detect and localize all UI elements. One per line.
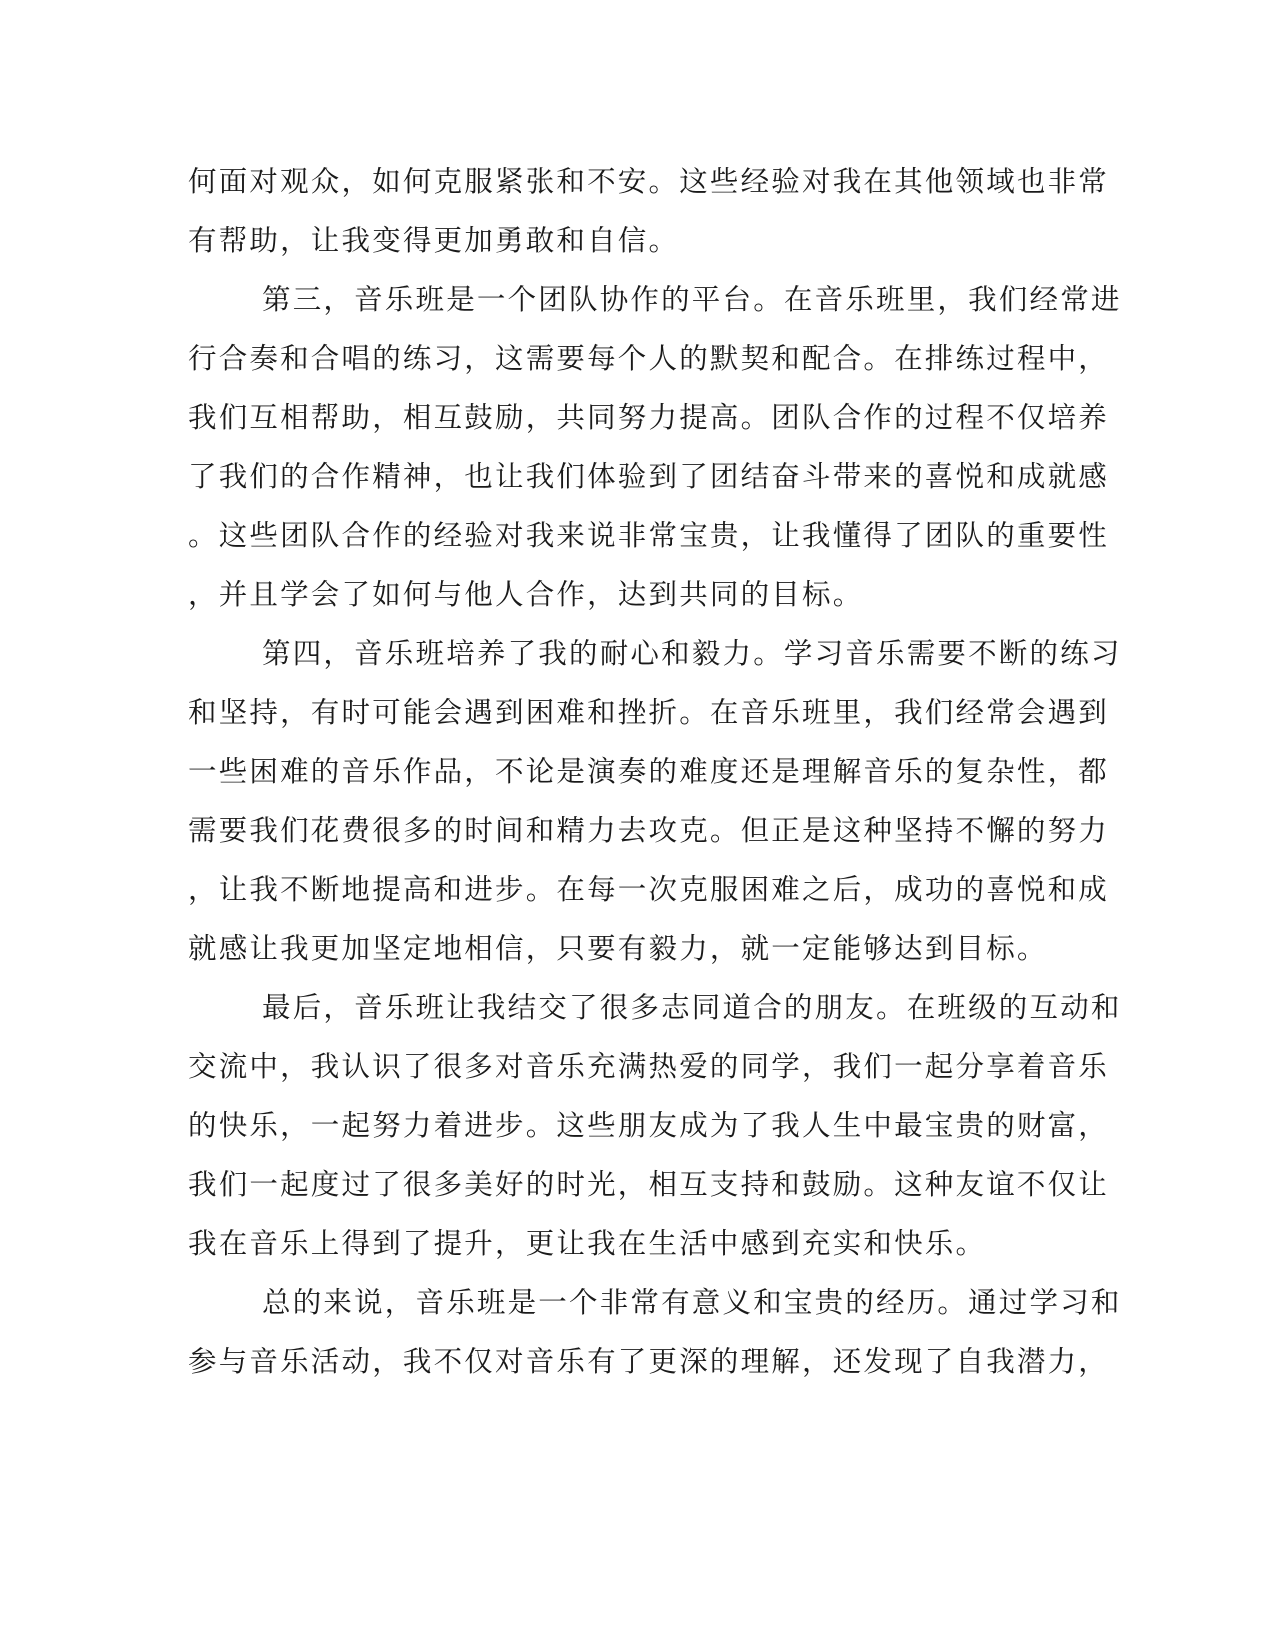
text-line: ，让我不断地提高和进步。在每一次克服困难之后，成功的喜悦和成 xyxy=(188,873,1110,906)
text-line: 。这些团队合作的经验对我来说非常宝贵，让我懂得了团队的重要性 xyxy=(188,519,1110,552)
paragraph-start-line: 总的来说，音乐班是一个非常有意义和宝贵的经历。通过学习和 xyxy=(262,1286,1122,1319)
text-line: 就感让我更加坚定地相信，只要有毅力，就一定能够达到目标。 xyxy=(188,932,1048,965)
text-line: 和坚持，有时可能会遇到困难和挫折。在音乐班里，我们经常会遇到 xyxy=(188,696,1110,729)
paragraph-start-line: 第四，音乐班培养了我的耐心和毅力。学习音乐需要不断的练习 xyxy=(262,637,1122,670)
text-line: 一些困难的音乐作品，不论是演奏的难度还是理解音乐的复杂性，都 xyxy=(188,755,1110,788)
paragraph-start-line: 最后，音乐班让我结交了很多志同道合的朋友。在班级的互动和 xyxy=(262,991,1122,1024)
text-line: 了我们的合作精神，也让我们体验到了团结奋斗带来的喜悦和成就感 xyxy=(188,460,1110,493)
text-line: 我在音乐上得到了提升，更让我在生活中感到充实和快乐。 xyxy=(188,1227,987,1260)
text-line: 交流中，我认识了很多对音乐充满热爱的同学，我们一起分享着音乐 xyxy=(188,1050,1110,1083)
text-line: 有帮助，让我变得更加勇敢和自信。 xyxy=(188,224,680,257)
text-line: 行合奏和合唱的练习，这需要每个人的默契和配合。在排练过程中， xyxy=(188,342,1110,375)
text-line: 我们互相帮助，相互鼓励，共同努力提高。团队合作的过程不仅培养 xyxy=(188,401,1110,434)
text-line: 参与音乐活动，我不仅对音乐有了更深的理解，还发现了自我潜力， xyxy=(188,1345,1110,1378)
text-line: 需要我们花费很多的时间和精力去攻克。但正是这种坚持不懈的努力 xyxy=(188,814,1110,847)
text-line: 何面对观众，如何克服紧张和不安。这些经验对我在其他领域也非常 xyxy=(188,165,1110,198)
text-line: 的快乐，一起努力着进步。这些朋友成为了我人生中最宝贵的财富， xyxy=(188,1109,1110,1142)
text-line: 我们一起度过了很多美好的时光，相互支持和鼓励。这种友谊不仅让 xyxy=(188,1168,1110,1201)
paragraph-start-line: 第三，音乐班是一个团队协作的平台。在音乐班里，我们经常进 xyxy=(262,283,1122,316)
text-line: ，并且学会了如何与他人合作，达到共同的目标。 xyxy=(188,578,864,611)
